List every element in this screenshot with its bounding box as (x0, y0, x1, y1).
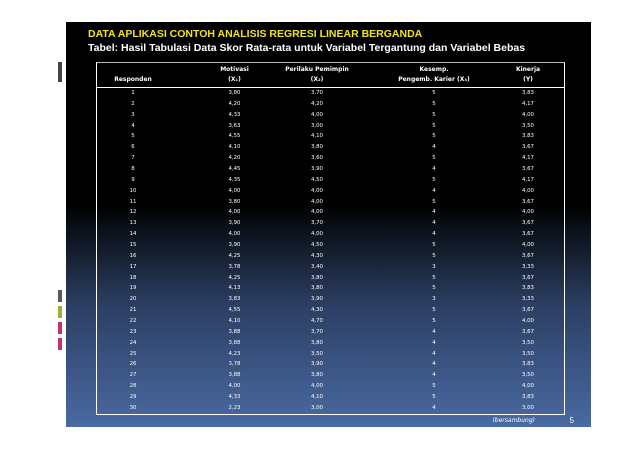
cell-kinerja: 3,50 (521, 122, 534, 129)
cell-kinerja: 3,67 (521, 166, 534, 173)
table-row (97, 251, 564, 262)
cell-kesemp: 5 (432, 111, 436, 118)
cell-motivasi: 3,80 (228, 90, 241, 96)
cell-kesemp: 4 (432, 404, 436, 411)
cell-kesemp: 4 (432, 187, 436, 194)
header-perilaku-symbol: (X₂) (310, 76, 324, 83)
table-row (97, 164, 564, 175)
cell-responden: 24 (129, 339, 137, 346)
cell-kinerja: 4,00 (521, 242, 534, 249)
cell-kesemp: 5 (432, 383, 436, 390)
cell-kinerja: 3,33 (521, 263, 534, 270)
cell-perilaku: 4,20 (310, 100, 323, 107)
slide-subtitle: Tabel: Hasil Tabulasi Data Skor Rata-rata untuk Variabel Tergantung dan Variabel Bebas (88, 42, 526, 54)
continuation-note: (bersambung) (492, 417, 535, 424)
cell-responden: 15 (129, 242, 137, 249)
table-row (97, 403, 564, 414)
table-row (97, 273, 564, 284)
cell-perilaku: 3,80 (310, 274, 323, 281)
cell-perilaku: 3,70 (310, 220, 323, 227)
table-row (97, 121, 564, 132)
cell-perilaku: 4,70 (310, 318, 323, 325)
cell-motivasi: 4,00 (228, 231, 241, 238)
cell-perilaku: 4,10 (310, 133, 323, 140)
header-pengemb-karier: Pengemb. Karier (X₃) (398, 76, 470, 83)
cell-responden: 11 (129, 198, 137, 205)
cell-responden: 22 (129, 318, 137, 325)
cell-responden: 14 (129, 231, 137, 238)
cell-kinerja: 3,67 (521, 252, 534, 259)
cell-perilaku: 4,00 (310, 209, 323, 216)
table-body (97, 88, 564, 414)
cell-kesemp: 4 (432, 350, 436, 357)
cell-kinerja: 4,00 (521, 187, 534, 194)
cell-perilaku: 4,10 (310, 394, 323, 401)
cell-motivasi: 3,88 (228, 339, 241, 346)
cell-kinerja: 3,50 (521, 350, 534, 357)
cell-motivasi: 4,35 (228, 176, 241, 183)
cell-responden: 13 (129, 220, 137, 227)
table-row (97, 197, 564, 208)
cell-responden: 25 (129, 350, 137, 357)
cell-kesemp: 4 (432, 209, 436, 216)
cell-responden: 12 (129, 209, 137, 216)
cell-kesemp: 5 (432, 285, 436, 292)
header-motivasi: Motivasi (220, 66, 249, 73)
cell-kesemp: 4 (432, 166, 436, 173)
cell-kesemp: 4 (432, 372, 436, 379)
table-row (97, 88, 564, 99)
header-perilaku-pemimpin: Perilaku Pemimpin (285, 66, 349, 73)
cell-motivasi: 4,00 (228, 209, 241, 216)
table-header (97, 63, 564, 88)
cell-responden: 21 (129, 307, 137, 314)
cell-perilaku: 3,90 (310, 166, 323, 173)
cell-responden: 4 (131, 122, 135, 129)
cell-perilaku: 3,80 (310, 144, 323, 151)
cell-kinerja: 3,83 (521, 394, 534, 401)
cell-perilaku: 3,70 (310, 328, 323, 335)
cell-perilaku: 3,00 (310, 122, 323, 129)
cell-responden: 10 (129, 187, 137, 194)
cell-kesemp: 4 (432, 231, 436, 238)
cell-kesemp: 4 (432, 144, 436, 151)
table-row (97, 142, 564, 153)
cell-motivasi: 4,25 (228, 252, 241, 259)
data-table (96, 62, 565, 415)
cell-perilaku: 4,00 (310, 111, 323, 118)
cell-kinerja: 3,67 (521, 144, 534, 151)
cell-motivasi: 4,00 (228, 383, 241, 390)
cell-responden: 29 (129, 394, 137, 401)
cell-perilaku: 3,80 (310, 285, 323, 292)
cell-motivasi: 3,90 (228, 220, 241, 227)
table-row (97, 110, 564, 121)
header-kesemp: Kesemp. (419, 66, 449, 73)
cell-kesemp: 5 (432, 242, 436, 249)
cell-kesemp: 5 (432, 100, 436, 107)
table-row (97, 283, 564, 294)
cell-perilaku: 3,80 (310, 372, 323, 379)
cell-responden: 3 (131, 111, 135, 118)
cell-motivasi: 4,00 (228, 187, 241, 194)
cell-responden: 6 (131, 144, 135, 151)
cell-kinerja: 3,50 (521, 339, 534, 346)
cell-kinerja: 3,33 (521, 296, 534, 303)
cell-responden: 20 (129, 296, 137, 303)
cell-responden: 5 (131, 133, 135, 140)
cell-kinerja: 4,00 (521, 383, 534, 390)
slide (66, 22, 591, 427)
cell-perilaku: 3,00 (310, 404, 323, 411)
cell-kesemp: 4 (432, 361, 436, 368)
cell-perilaku: 4,50 (310, 242, 323, 249)
cell-perilaku: 4,00 (310, 231, 323, 238)
table-row (97, 305, 564, 316)
cell-kesemp: 5 (432, 155, 436, 162)
cell-kinerja: 3,83 (521, 285, 534, 292)
cell-motivasi: 4,55 (228, 307, 241, 314)
cell-kesemp: 5 (432, 307, 436, 314)
cell-kesemp: 5 (432, 394, 436, 401)
cell-kesemp: 5 (432, 318, 436, 325)
cell-kesemp: 4 (432, 339, 436, 346)
cell-kesemp: 4 (432, 328, 436, 335)
cell-responden: 9 (131, 176, 135, 183)
cell-perilaku: 3,70 (310, 90, 323, 96)
table-row (97, 218, 564, 229)
cell-motivasi: 3,88 (228, 372, 241, 379)
cell-perilaku: 4,00 (310, 198, 323, 205)
cell-motivasi: 3,78 (228, 361, 241, 368)
cell-motivasi: 4,23 (228, 350, 241, 357)
table-row (97, 240, 564, 251)
cell-kinerja: 4,00 (521, 318, 534, 325)
cell-kinerja: 4,17 (521, 155, 534, 162)
cell-kinerja: 3,83 (521, 133, 534, 140)
cell-responden: 16 (129, 252, 137, 259)
table-row (97, 175, 564, 186)
cell-perilaku: 3,90 (310, 296, 323, 303)
cell-kinerja: 3,67 (521, 274, 534, 281)
table-row (97, 327, 564, 338)
cell-perilaku: 4,00 (310, 383, 323, 390)
cell-motivasi: 3,78 (228, 263, 241, 270)
cell-perilaku: 4,30 (310, 307, 323, 314)
cell-responden: 30 (129, 404, 137, 411)
header-motivasi-symbol: (X₁) (228, 76, 241, 83)
cell-kinerja: 3,83 (521, 361, 534, 368)
table-row (97, 316, 564, 327)
slide-title: DATA APLIKASI CONTOH ANALISIS REGRESI LINEAR BERGANDA (88, 28, 423, 40)
cell-kinerja: 4,17 (521, 100, 534, 107)
cell-perilaku: 4,00 (310, 187, 323, 194)
cell-motivasi: 3,90 (228, 242, 241, 249)
cell-kesemp: 5 (432, 133, 436, 140)
cell-motivasi: 4,33 (228, 111, 241, 118)
header-kinerja-symbol: (Y) (523, 76, 533, 83)
cell-responden: 26 (129, 361, 137, 368)
table-row (97, 338, 564, 349)
cell-motivasi: 4,33 (228, 394, 241, 401)
cell-responden: 19 (129, 285, 137, 292)
cell-motivasi: 2,23 (228, 404, 241, 411)
cell-perilaku: 3,80 (310, 339, 323, 346)
cell-kinerja: 3,67 (521, 231, 534, 238)
cell-motivasi: 4,55 (228, 133, 241, 140)
cell-responden: 28 (129, 383, 137, 390)
cell-kesemp: 5 (432, 198, 436, 205)
cell-kesemp: 5 (432, 90, 436, 96)
cell-motivasi: 4,20 (228, 100, 241, 107)
cell-kesemp: 3 (432, 263, 436, 270)
cell-perilaku: 4,30 (310, 252, 323, 259)
cell-motivasi: 3,63 (228, 122, 241, 129)
cell-responden: 1 (131, 90, 135, 96)
cell-perilaku: 4,50 (310, 176, 323, 183)
cell-motivasi: 3,83 (228, 296, 241, 303)
cell-kinerja: 3,67 (521, 220, 534, 227)
table-row (97, 381, 564, 392)
cell-responden: 17 (129, 263, 137, 270)
cell-kinerja: 3,83 (521, 90, 534, 96)
table-row (97, 153, 564, 164)
cell-perilaku: 3,60 (310, 155, 323, 162)
cell-motivasi: 4,25 (228, 274, 241, 281)
table-row (97, 131, 564, 142)
table-row (97, 262, 564, 273)
cell-motivasi: 4,10 (228, 318, 241, 325)
cell-motivasi: 3,80 (228, 198, 241, 205)
table-row (97, 186, 564, 197)
table-row (97, 349, 564, 360)
cell-responden: 7 (131, 155, 135, 162)
cell-kinerja: 3,67 (521, 198, 534, 205)
cell-responden: 23 (129, 328, 137, 335)
table-row (97, 207, 564, 218)
cell-kinerja: 3,67 (521, 328, 534, 335)
cell-motivasi: 4,13 (228, 285, 241, 292)
cell-kesemp: 3 (432, 296, 436, 303)
cell-motivasi: 4,20 (228, 155, 241, 162)
cell-motivasi: 4,10 (228, 144, 241, 151)
table-row (97, 99, 564, 110)
decor-bar-top (58, 62, 65, 82)
cell-kinerja: 4,17 (521, 176, 534, 183)
header-responden: Responden (114, 76, 152, 83)
cell-kesemp: 5 (432, 176, 436, 183)
cell-kinerja: 4,00 (521, 111, 534, 118)
cell-responden: 27 (129, 372, 137, 379)
page-number: 5 (569, 416, 574, 425)
table-row (97, 294, 564, 305)
cell-kesemp: 5 (432, 252, 436, 259)
table-row (97, 370, 564, 381)
table-row (97, 392, 564, 403)
decor-bar-bottom (58, 290, 65, 360)
cell-kinerja: 3,00 (521, 404, 534, 411)
cell-motivasi: 3,88 (228, 328, 241, 335)
cell-kesemp: 4 (432, 220, 436, 227)
cell-perilaku: 3,40 (310, 263, 323, 270)
cell-perilaku: 3,90 (310, 361, 323, 368)
header-kinerja: Kinerja (515, 66, 541, 73)
cell-kinerja: 3,67 (521, 307, 534, 314)
cell-kesemp: 5 (432, 122, 436, 129)
table-row (97, 359, 564, 370)
cell-kesemp: 5 (432, 274, 436, 281)
cell-motivasi: 4,45 (228, 166, 241, 173)
cell-responden: 8 (131, 166, 135, 173)
cell-perilaku: 3,50 (310, 350, 323, 357)
cell-kinerja: 3,50 (521, 372, 534, 379)
cell-responden: 2 (131, 100, 135, 107)
cell-kinerja: 4,00 (521, 209, 534, 216)
table-row (97, 229, 564, 240)
cell-responden: 18 (129, 274, 137, 281)
